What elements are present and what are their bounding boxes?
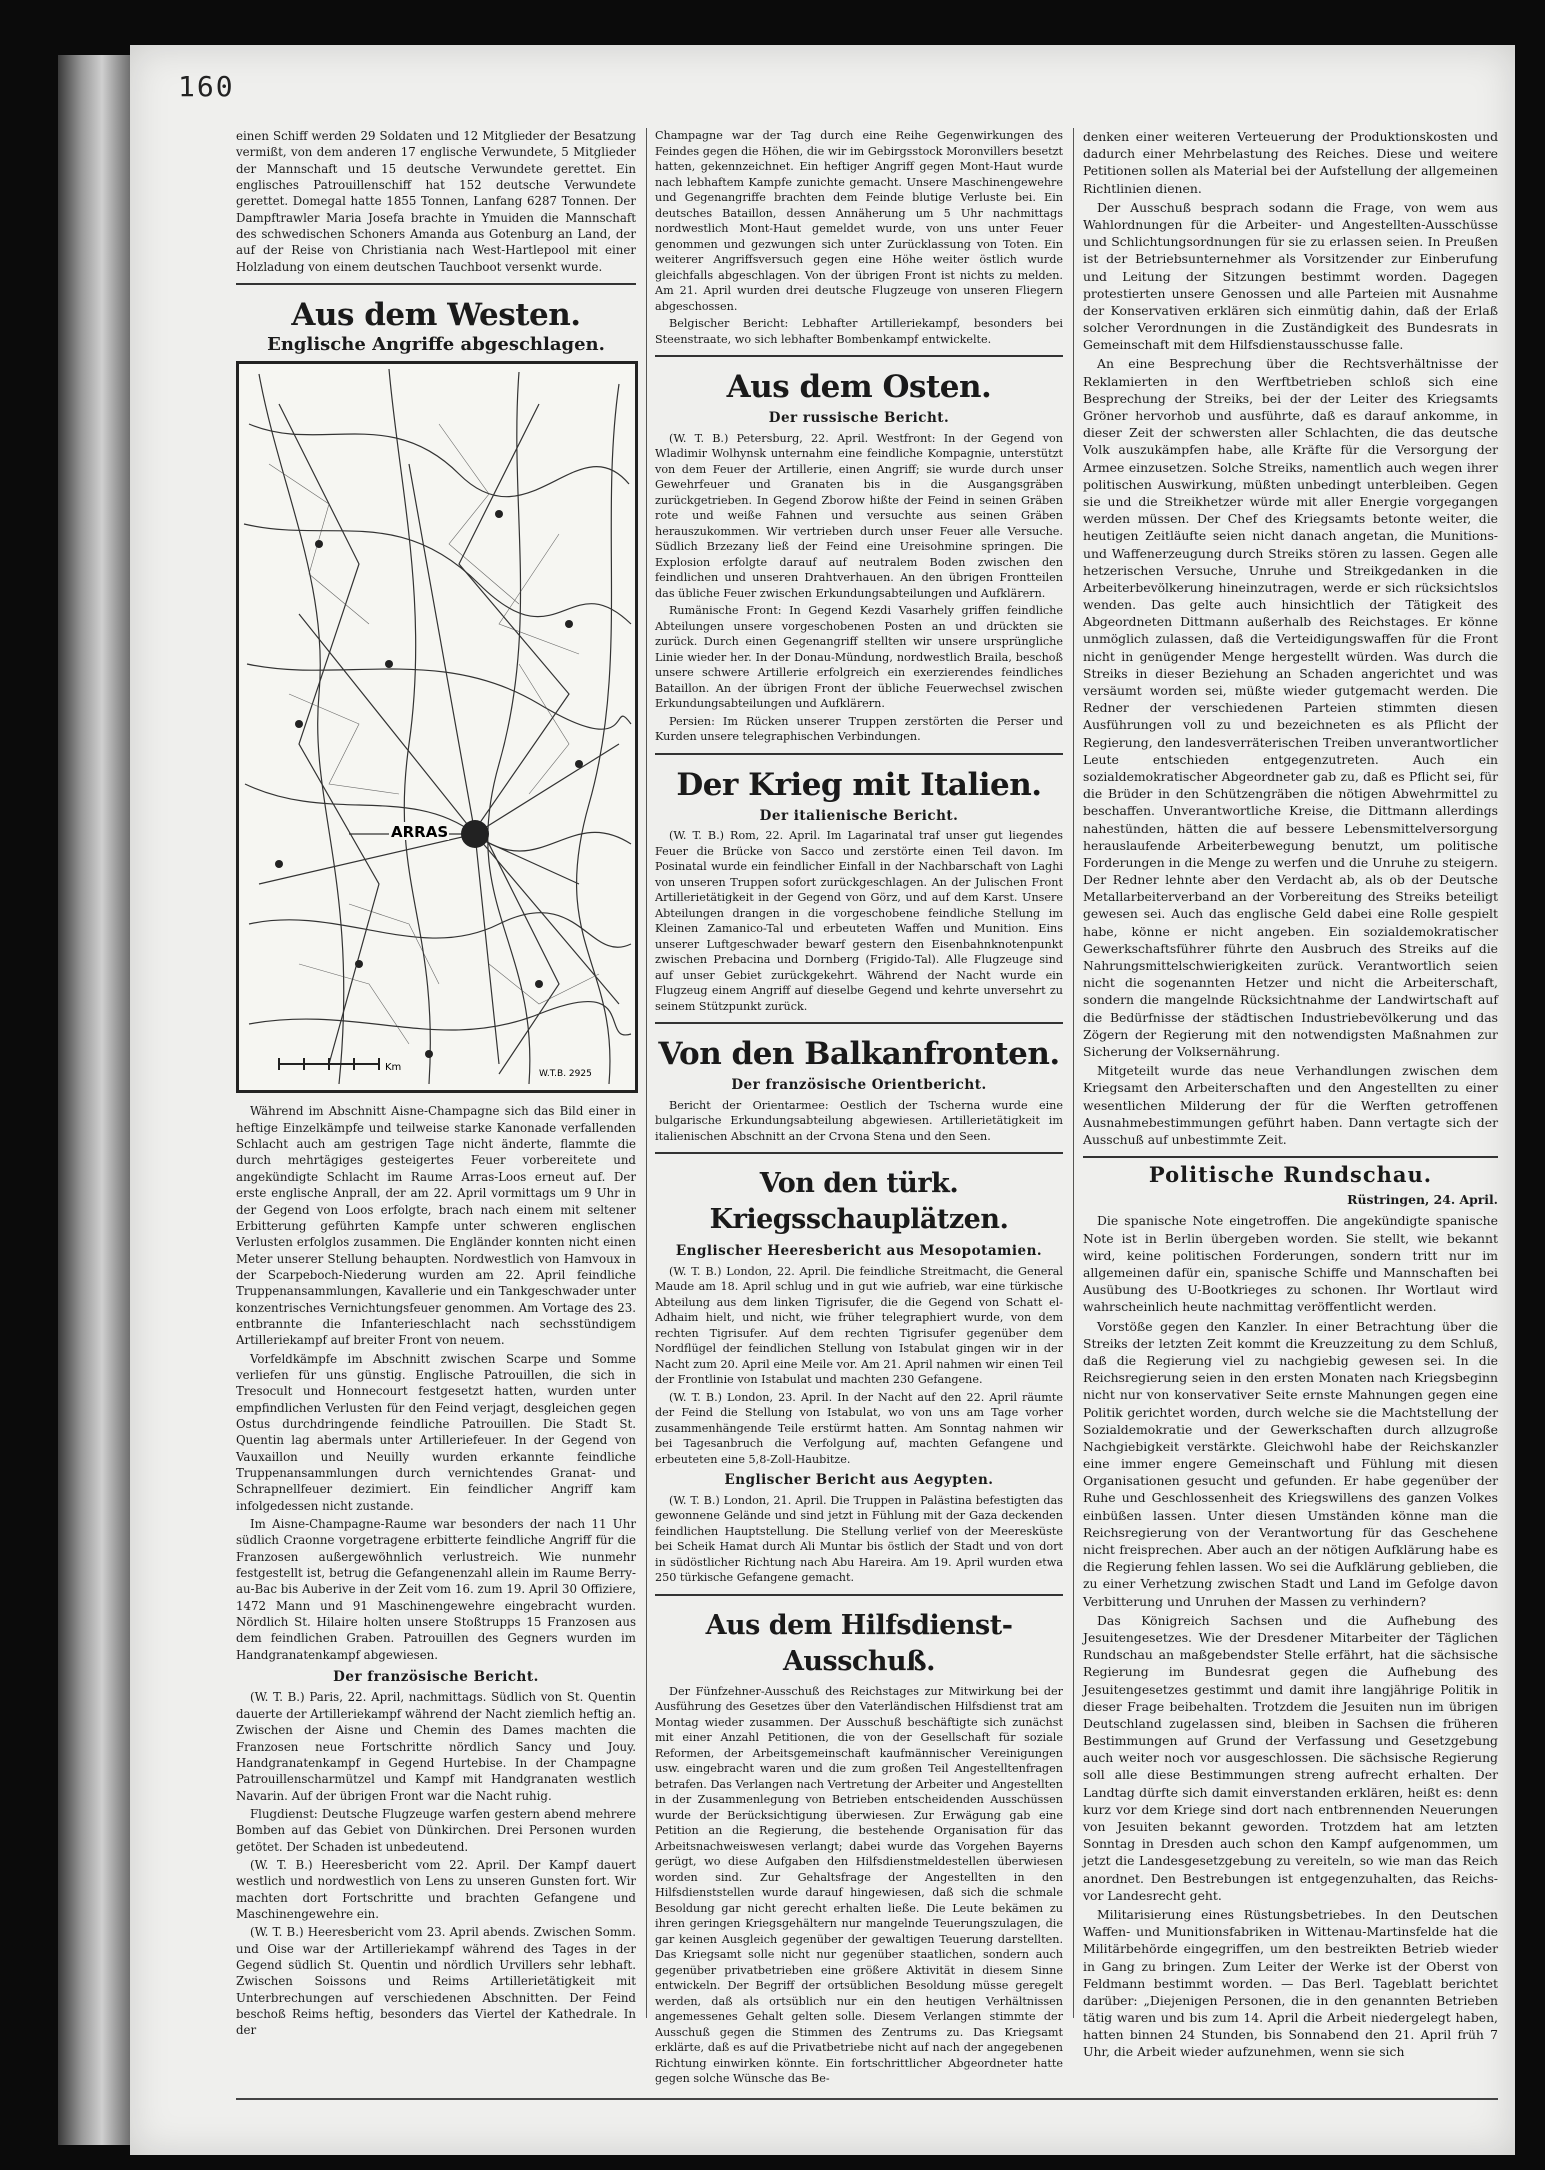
headline-italy: Der Krieg mit Italien. xyxy=(676,766,1042,803)
paragraph: Während im Abschnitt Aisne-Champagne sich das Bild einer in heftige Einzelkämpfe und teilweise starke Kanonade verfallenden Schlacht auch am gestrigen Tage nicht änderte, flammte die durch mehrtägiges gesteigertes Feuer vorbereitete und angekündigte Schlacht im Raume Arras-Loos erneut auf. Der erste englische Anprall, der am 22. April vormittags um 9 Uhr in der Gegend von Loos erfolgte, brach nach einem mit seltener Erbitterung geführten Kampfe unter schweren englischen Verlusten erfolglos zusammen. Die Engländer konnten nicht einen Meter unserer Stellung behaupten. Nordwestlich von Hamvoux in der Scarpeboch-Niederung wurden am 22. April feindliche Truppenansammlungen, Kavallerie und ein Tankgeschwader unter konzentrisches Vernichtungsfeuer genommen. Am Vortage des 23. entbrannte die Infanterieschlacht nach sechsstündigem Artilleriekampf auf breiter Front von neuem. xyxy=(236,1104,636,1348)
subheadline-west: Englische Angriffe abgeschlagen. xyxy=(267,334,605,356)
column-2 xyxy=(655,128,1063,2089)
subheadline-orient: Der französische Orientbericht. xyxy=(731,1077,987,1093)
headline-turkish: Von den türk. Kriegsschauplätzen. xyxy=(709,1168,1009,1235)
headline-politics: Politische Rundschau. xyxy=(1148,1162,1433,1188)
divider xyxy=(655,1022,1063,1024)
map-label-arras: ARRAS xyxy=(391,823,449,842)
paragraph: Im Aisne-Champagne-Raume war besonders der nach 11 Uhr südlich Craonne vorgetragene erbitterte feindliche Angriff für die Franzosen außergewöhnlich verlustreich. Wie nunmehr festgestellt ist, betrug die Gefangenenzahl allein im Raume Berry-au-Bac bis Auberive in der Zeit vom 16. zum 19. April 30 Offiziere, 1472 Mann und 91 Maschinengewehre eingebracht wurden. Nördlich St. Hilaire holten unsere Stoßtrupps 15 Franzosen aus dem feindlichen Graben. Patrouillen des Gegners wurden im Handgranatenkampf abgewiesen. xyxy=(236,1517,636,1662)
map-arras xyxy=(236,361,638,1093)
paragraph: Flugdienst: Deutsche Flugzeuge warfen gestern abend mehrere Bomben auf das Gebiet von Dünkirchen. Drei Personen wurden getötet. Der Schaden ist unbedeutend. xyxy=(236,1806,636,1854)
paragraph: Bericht der Orientarmee: Oestlich der Tscherna wurde eine bulgarische Erkundungsabteilung abgewiesen. Artillerietätigkeit im italienischen Abschnitt an der Crvona Stena und den Seen. xyxy=(655,1098,1063,1143)
paragraph: einen Schiff werden 29 Soldaten und 12 Mitglieder der Besatzung vermißt, von dem anderen 17 englische Verwundete, 5 Mitglieder der Mannschaft und 15 deutsche Verwundete gerettet. Ein englisches Patrouillenschiff hat 152 deutsche Verwundete gerettet. Domegal hatte 1855 Tonnen, Lanfang 6287 Tonnen. Der Dampftrawler Maria Josefa brachte in Ymuiden die Mannschaft des schwedischen Schoners Amanda aus Gotenburg an Land, der auf der Reise von Christiania nach West-Hartlepool mit einer Holzladung von einem deutschen Tauchboot versenkt wurde. xyxy=(236,129,636,274)
paragraph: Die spanische Note eingetroffen. Die angekündigte spanische Note ist in Berlin übergeben worden. Sie stellt, wie bekannt wird, keine politischen Forderungen, sondern tritt nur im allgemeinen dafür ein, spanische Schiffe und Mannschaften bei Ausübung des U-Bootkrieges zu schonen. Ihr Wortlaut wird wahrscheinlich heute nachmittag veröffentlicht werden. xyxy=(1083,1213,1498,1315)
paragraph: (W. T. B.) London, 21. April. Die Truppen in Palästina befestigten das gewonnene Gelände und sind jetzt in Fühlung mit der Gaza deckenden feindlichen Hauptstellung. Die Stellung verlief von der Meeresküste bei Scheik Hamat durch Ali Muntar bis östlich der Stadt und von dort in südöstlicher Richtung nach Abu Hareira. Am 19. April wurden etwa 250 türkische Gefangene gemacht. xyxy=(655,1493,1063,1584)
map-scale-label: Km xyxy=(385,1062,402,1074)
divider xyxy=(655,753,1063,755)
subheadline-russian: Der russische Bericht. xyxy=(768,410,950,426)
headline-balkan: Von den Balkanfronten. xyxy=(658,1036,1060,1072)
map-graphic xyxy=(239,364,635,1090)
map-code: W.T.B. 2925 xyxy=(539,1069,592,1080)
divider xyxy=(655,1152,1063,1154)
book-spine xyxy=(58,55,138,2145)
column-1 xyxy=(236,128,636,2041)
subheadline-italian: Der italienische Bericht. xyxy=(759,807,959,824)
paragraph: (W. T. B.) Paris, 22. April, nachmittags. Südlich von St. Quentin dauerte der Artilleriekampf während der Nacht ziemlich heftig an. Zwischen der Aisne und Chemin des Dames machten die Franzosen neue Fortschritte nördlich Sancy und Jouy. Handgranatenkampf in Gegend Hurtebise. In der Champagne Patrouillenscharmützel und Kampf mit Handgranaten westlich Navarin. Auf der übrigen Front war die Nacht ruhig. xyxy=(236,1690,636,1803)
paragraph: denken einer weiteren Verteuerung der Produktionskosten und dadurch einer Mehrbelastung des Reiches. Diese und weitere Petitionen sollen als Material bei der Aufstellung der allgemeinen Richtlinien dienen. xyxy=(1083,129,1498,196)
paragraph: (W. T. B.) Rom, 22. April. Im Lagarinatal traf unser gut liegendes Feuer die Brücke von Sacco und zerstörte einen Teil davon. Im Posinatal wurde ein feindlicher Einfall in der Nachbarschaft von Laghi von unseren Truppen sofort zurückgeschlagen. An der Julischen Front Artillerietätigkeit in der Gegend von Görz, und auf dem Karst. Unsere Abteilungen drangen in die vorgeschobene feindliche Stellung im Kleinen Zamanico-Tal und erbeuteten Waffen und Munition. Eins unserer Luftgeschwader bewarf gestern den Eisenbahnknotenpunkt zwischen Prebacina und Dornberg (Frigido-Tal). Alle Flugzeuge sind auf unser Gebiet zurückgekehrt. Während der Nacht wurde ein Flugzeug einem Angriff auf dieselbe Gegend und kehrte unversehrt zu seinem Stützpunkt zurück. xyxy=(655,829,1063,1013)
paragraph: Persien: Im Rücken unserer Truppen zerstörten die Perser und Kurden unsere telegraphischen Verbindungen. xyxy=(655,714,1063,743)
headline-west: Aus dem Westen. xyxy=(291,297,581,334)
divider xyxy=(236,283,636,285)
paragraph: (W. T. B.) Heeresbericht vom 22. April. Der Kampf dauert westlich und nordwestlich von Lens zu unseren Gunsten fort. Wir machten dort Fortschritte und brachten Gefangene und Maschinengewehre ein. xyxy=(236,1857,636,1921)
divider xyxy=(655,355,1063,357)
bottom-rule xyxy=(236,2098,1498,2100)
divider xyxy=(655,1594,1063,1596)
column-rule-1 xyxy=(646,128,647,2018)
paragraph: Der Ausschuß besprach sodann die Frage, von wem aus Wahlordnungen für die Arbeiter- und Angestellten-Ausschüsse und Schlichtungsordnungen für sie zu erlassen seien. In Preußen ist der Betriebsunternehmer als Vorsitzender zur Einberufung und Leitung der Sitzungen bestimmt worden. Dagegen protestierten unsere Genossen und alle Parteien mit Ausnahme der Konservativen erklären sich einmütig dahin, daß der Erlaß solcher Verordnungen in die Zuständigkeit des Bundesrats in Gemeinschaft mit dem Hilfsdienstausschusse falle. xyxy=(1083,199,1498,353)
paragraph: Vorfeldkämpfe im Abschnitt zwischen Scarpe und Somme verliefen für uns günstig. Englische Patrouillen, die sich in Tresocult und Honnecourt festgesetzt hatten, wurden unter empfindlichen Verlusten für den Feind verjagt, desgleichen gegen Ostus durchdringende feindliche Patrouillen. Die Stadt St. Quentin lag abermals unter Artilleriefeuer. In der Gegend von Vauxaillon und Neuilly wurden erkannte feindliche Truppenansammlungen durch vernichtendes Granat- und Schrapnellfeuer dezimiert. Ein feindlicher Angriff kam infolgedessen nicht zustande. xyxy=(236,1351,636,1513)
paragraph: (W. T. B.) Petersburg, 22. April. Westfront: In der Gegend von Wladimir Wolhynsk unternahm eine feindliche Kompagnie, unterstützt von dem Feuer der Artillerie, einen Angriff; sie wurde durch unser Gewehrfeuer und Granaten bis in die Ausgangsgräben zurückgetrieben. In Gegend Zborow hißte der Feind in seinen Gräben rote und weiße Fahnen und versuchte aus seinen Gräben herauszukommen. Wir vertrieben durch unser Feuer alle Versuche. Südlich Brzezany ließ der Feind eine Ureisohmine springen. Die Explosion erfolgte darauf auf neutralem Boden zwischen den feindlichen und unseren Drahtverhauen. An den übrigen Frontteilen das übliche Feuer zwischen Erkundungsabteilungen und Aufklärern. xyxy=(655,431,1063,600)
paragraph: Rumänische Front: In Gegend Kezdi Vasarhely griffen feindliche Abteilungen unsere vorgeschobenen Posten an und drückten sie zurück. Durch einen Gegenangriff stellten wir unsere ursprüngliche Linie wieder her. In der Donau-Mündung, nordwestlich Braila, beschoß unsere schwere Artillerie erfolgreich ein exerzierendes feindliches Bataillon. An der übrigen Front der übliche Feuerwechsel zwischen Erkundungsabteilungen und Aufklärern. xyxy=(655,604,1063,710)
paragraph: Vorstöße gegen den Kanzler. In einer Betrachtung über die Streiks der letzten Zeit kommt die Kreuzzeitung zu dem Schluß, daß die Regierung viel zu nachgiebig gewesen sei. In die Reichsregierung seien in den ersten Monaten nach Kriegsbeginn nicht nur von konservativer Seite ernste Mahnungen gegen eine Politik gerichtet worden, durch welche sie die Machtstellung der Sozialdemokratie und der Gewerkschaften durch allzugroße Nachgiebigkeit verstärkte. Gleichwohl habe der Reichskanzler eine immer engere Gemeinschaft und Fühlung mit diesen Organisationen gesucht und gefunden. Er habe gegenüber der Ruhe und Geschlossenheit des Kriegswillens des ganzen Volkes einbüßen lassen. Unter diesen Umständen könne man die Reichsregierung von der Verantwortung für das Geschehene nicht freisprechen. Aber auch an der nötigen Aufklärung habe es die Regierung fehlen lassen. Wo sei die Aufklärung geblieben, die zu einer Verhetzung zwischen Stadt und Land im Gefolge davon Verbitterung und Unruhen der Massen zu verhindern? xyxy=(1083,1318,1498,1609)
paragraph: Champagne war der Tag durch eine Reihe Gegenwirkungen des Feindes gegen die Höhen, die wir im Gebirgsstock Moronvillers besetzt hatten, gekennzeichnet. Ein heftiger Angriff gegen Mont-Haut wurde nach lebhaftem Kampfe zunichte gemacht. Unsere Maschinengewehre und Gegenangriffe brachten dem Feinde blutige Verluste bei. Ein deutsches Bataillon, dessen Annäherung um 5 Uhr nachmittags nordwestlich Mont-Haut gemeldet wurde, von uns unter Feuer genommen und gezwungen sich unter Zurücklassung von Toten. Ein weiterer Angriffsversuch gegen eine Höhe weiter östlich wurde gleichfalls abgeschlagen. Von der übrigen Front ist nichts zu melden. Am 21. April wurden drei deutsche Flugzeuge von unseren Fliegern abgeschossen. xyxy=(655,129,1063,313)
paragraph: Belgischer Bericht: Lebhafter Artilleriekampf, besonders bei Steenstraate, wo sich lebhafter Bombenkampf entwickelte. xyxy=(655,317,1063,346)
divider xyxy=(1083,1156,1498,1158)
column-rule-2 xyxy=(1073,128,1074,2018)
headline-hilfsdienst: Aus dem Hilfsdienst-Ausschuß. xyxy=(705,1609,1013,1677)
paragraph: Der Fünfzehner-Ausschuß des Reichstages zur Mitwirkung bei der Ausführung des Gesetzes über den Vaterländischen Hilfsdienst trat am Montag wieder zusammen. Der Ausschuß beschäftigte sich zunächst mit einer Anzahl Petitionen, die von der Gesellschaft für soziale Reformen, der Arbeitsgemeinschaft kaufmännischer Vereinigungen usw. eingebracht waren und die zum großen Teil Angestelltenfragen betrafen. Das Verlangen nach Vertretung der Arbeiter und Angestellten in der Zusammenlegung von Betrieben entscheidenden Ausschüssen wurde der Berücksichtigung überwiesen. Zur Erwägung gab eine Petition an die Regierung, die bestehende Organisation für das Arbeitsnachweiswesen verlangt; dabei wurde das Vorgehen Bayerns gerügt, wo diese Aufgaben den Hilfsdienstmeldestellen überwiesen worden sind. Zur Gehaltsfrage der Angestellten in den Hilfsdienststellen wurde darauf hingewiesen, daß sich die schmale Besoldung gar nicht gerecht erhalten ließe. Die Leute bekämen zu ihren geringen Kriegsgehältern nur mangelnde Teuerungszulagen, die gar keinen Ausgleich gegenüber der gewaltigen Teuerung darstellten. Das Kriegsamt solle nicht nur gegenüber staatlichen, sondern auch gegenüber privatbetrieben eine größere Aktivität in diesem Sinne entwickeln. Der Begriff der ortsüblichen Besoldung müsse geregelt werden, daß als ortsüblich nur ein den heutigen Verhältnissen angemessenes Gehalt gelten solle. Diesem Verlangen stimmte der Ausschuß gegen die Stimmen des Zentrums zu. Das Kriegsamt erklärte, daß es auf die Privatbetriebe nicht auf nach der angegebenen Richtung einwirken könnte. Ein fortschrittlicher Abgeordneter hatte gegen solche Wünsche das Be- xyxy=(655,1684,1063,2085)
subheadline-french: Der französische Bericht. xyxy=(333,1669,539,1686)
paragraph: An eine Besprechung über die Rechtsverhältnisse der Reklamierten in den Werftbetrieben schloß sich eine Besprechung der Streiks, bei der der Leiter des Kriegsamts Gröner hervorhob und ausführte, daß es darauf ankomme, in dieser Zeit der schwersten aller Schlachten, die das deutsche Volk auszukämpfen habe, alle Kräfte für die Versorgung der Armee einzusetzen. Solche Streiks, namentlich auch wegen ihrer politischen Auswirkung, müßten unbedingt unterbleiben. Gegen sie und die Streikhetzer würde mit aller Energie vorgegangen werden müssen. Der Chef des Kriegsamts betonte weiter, die heutigen Zeitläufte seien nicht danach angetan, die Munitions- und Waffenerzeugung durch Streiks stören zu lassen. Gegen alle hetzerischen Versuche, Unruhe und Streikgedanken in die Arbeiterbevölkerung hineinzutragen, werde er sich rücksichtslos wenden. Das gelte auch hinsichtlich der Tätigkeit des Abgeordneten Dittmann außerhalb des Reichstages. Er könne unmöglich zulassen, daß die Verteidigungswaffen für die Front nicht in genügender Menge hergestellt würden. Was durch die Streiks in dieser Beziehung an Schaden angerichtet und was versäumt worden sei, müßte wieder gutgemacht werden. Die Redner der verschiedenen Parteien stimmten diesen Ausführungen voll zu und bezeichneten es als Pflicht der Regierung, den landesverräterischen Treiben unverantwortlicher Leute entschieden entgegenzutreten. Auch ein sozialdemokratischer Abgeordneter gab zu, daß es Pflicht sei, für die Brüder in den Schützengräben die nötigen Abwehrmittel zu beschaffen. Unverantwortliche Kreise, die Dittmann allerdings nahestünden, hätten die auf bessere Lebensmittelversorgung herauslaufende Arbeiterbewegung benutzt, um politische Forderungen in die Menge zu werfen und die Unruhe zu steigern. Der Redner lehnte aber den Verdacht ab, als ob der Deutsche Metallarbeiterverband an der Vorbereitung des Streiks beteiligt gewesen sei. Auch das englische Geld dabei eine Rolle gespielt habe, könne er nicht angeben. Ein sozialdemokratischer Gewerkschaftsführer führte den Ausbruch des Streiks auf die Nahrungsmittelschwierigkeiten zurück. Verantwortlich seien nicht die sogenannten Hetzer und nicht die Arbeiterschaft, sondern die mangelnde Rücksichtnahme der Landwirtschaft auf die Bedürfnisse der städtischen Industriebevölkerung und das Zögern der Regierung mit den notwendigsten Maßnahmen zur Sicherung der Volksernährung. xyxy=(1083,356,1498,1059)
subheadline-mesopotamia: Englischer Heeresbericht aus Mesopotamien. xyxy=(675,1243,1043,1259)
paragraph: (W. T. B.) London, 22. April. Die feindliche Streitmacht, die General Maude am 18. April schlug und in gut wie aufrieb, war eine türkische Abteilung aus dem linken Tigrisufer, die die Gegend von Schatt el-Adhaim hielt, und nicht, wie früher telegraphiert wurde, von dem rechten Tigrisufer. Auf dem rechten Tigrisufer gegenüber dem Nordflügel der feindlichen Stellung von Istabulat gingen wir in der Nacht zum 20. April eine Meile vor. Am 21. April nahmen wir einen Teil der Frontlinie von Istabulat und machten 230 Gefangene. xyxy=(655,1264,1063,1386)
page-number: 160 xyxy=(178,70,235,103)
paragraph: Das Königreich Sachsen und die Aufhebung des Jesuitengesetzes. Wie der Dresdener Mitarbeiter der Täglichen Rundschau an maßgebendster Stelle erfährt, hat die sächsische Regierung im Bundesrat gegen die Aufhebung des Jesuitengesetzes gestimmt und damit ihre langjährige Politik in dieser Frage beibehalten. Trotzdem die Jesuiten nun im übrigen Deutschland zugelassen sind, bleiben in Sachsen die früheren Bestimmungen auf Grund der Verfassung und Gesetzgebung auch weiter noch vor ausgeschlossen. Die sächsische Regierung soll alle diese Bestimmungen streng aufrecht erhalten. Der Landtag dürfte sich damit einverstanden erklären, heißt es: denn kurz vor dem Kriege sind dort nach entbrennenden Neuerungen von Jesuiten bekannt geworden. Trotzdem hat am letzten Sonntag in Dresden auch schon den Kampf aufgenommen, um jetzt die Landesgesetzgebung zu vereiteln, so wie man das Reich anordnet. Den Bestrebungen ist entgegenzuhalten, das Reichs- vor Landesrecht geht. xyxy=(1083,1612,1498,1903)
paragraph: (W. T. B.) Heeresbericht vom 23. April abends. Zwischen Somm. und Oise war der Artilleriekampf während des Tages in der Gegend südlich St. Quentin und nördlich Urvillers sehr lebhaft. Zwischen Soissons und Reims Artillerietätigkeit mit Unterbrechungen auf verschiedenen Abschnitten. Der Feind beschoß Reims heftig, besonders das Viertel der Kathedrale. In der xyxy=(236,1925,636,2038)
paragraph: Mitgeteilt wurde das neue Verhandlungen zwischen dem Kriegsamt den Arbeiterschaften und den Angestellten zu einer wesentlichen Milderung der für die Werften getroffenen Ausnahmebestimmungen geführt haben. Dann vertagte sich der Ausschuß auf unbestimmte Zeit. xyxy=(1083,1063,1498,1147)
paragraph: (W. T. B.) London, 23. April. In der Nacht auf den 22. April räumte der Feind die Stellung von Istabulat, wo von uns am Tage vorher zusammenhängende Teile erstürmt hatten. Am Sonntag nahmen wir bei Tagesanbruch die Verfolgung auf, machten Gefangene und erbeuteten eine 5,8-Zoll-Haubitze. xyxy=(655,1390,1063,1466)
column-3 xyxy=(1083,128,1498,2063)
subheadline-egypt: Englischer Bericht aus Aegypten. xyxy=(724,1472,994,1488)
dateline: Rüstringen, 24. April. xyxy=(1347,1192,1498,1208)
paragraph: Militarisierung eines Rüstungsbetriebes. In den Deutschen Waffen- und Munitionsfabriken in Wittenau-Martinsfelde hat die Militärbehörde eingegriffen, um den bestreikten Betrieb wieder in Gang zu bringen. Zum Leiter der Werke ist der Oberst von Feldmann bestimmt worden. — Das Berl. Tageblatt berichtet darüber: „Diejenigen Personen, die in den genannten Betrieben tätig waren und bis zum 14. April die Arbeit niedergelegt haben, hatten binnen 24 Stunden, bis Sonnabend den 21. April früh 7 Uhr, die Arbeit wieder aufzunehmen, wenn sie sich xyxy=(1083,1906,1498,2060)
headline-east: Aus dem Osten. xyxy=(726,369,992,405)
